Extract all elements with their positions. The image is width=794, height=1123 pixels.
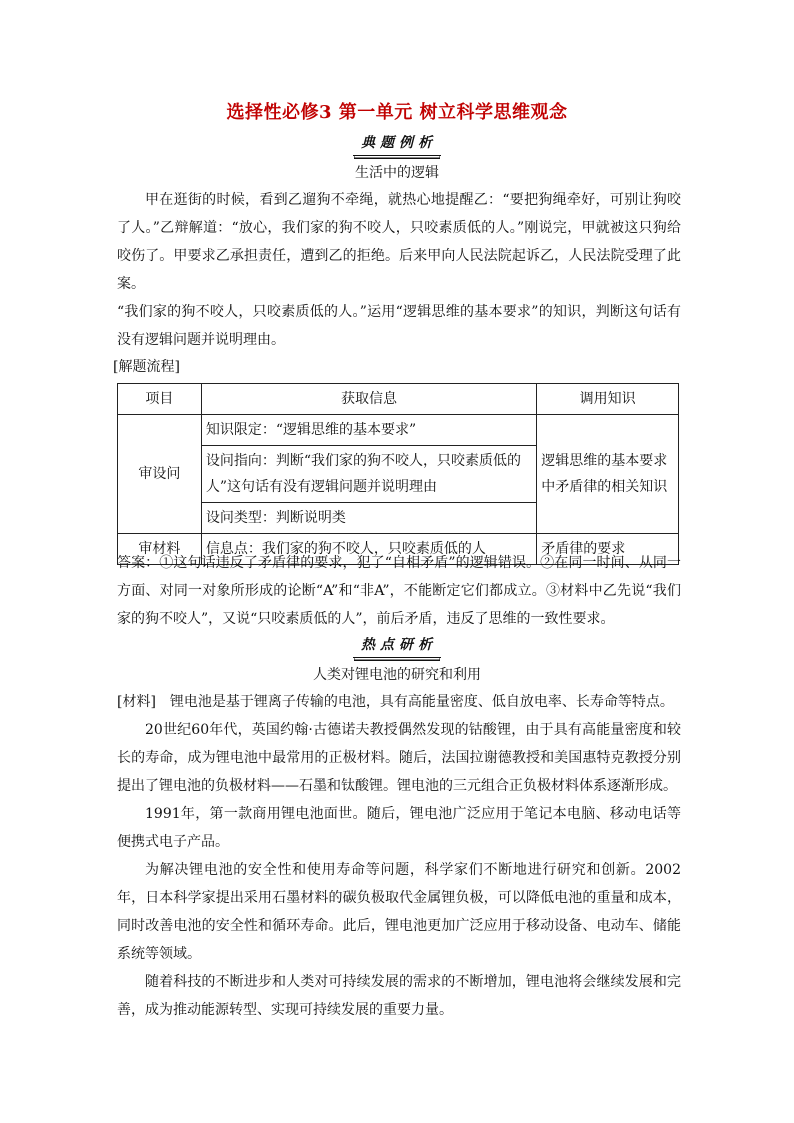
table-cell-info: 设问类型：判断说明类: [201, 503, 536, 534]
answer-paragraph: 答案：①这句话违反了矛盾律的要求，犯了“自相矛盾”的逻辑错误。②在同一时间、从同一方面、对同一对象所形成的论断“A”和“非A”，不能断定它们都成立。③材料中乙先说“我们家的狗不咬人”，又说“只咬素质低的人”，前后矛盾，违反了思维的一致性要求。: [117, 555, 681, 627]
section-label-typical-example: [0, 132, 794, 156]
table-header-row: [118, 384, 679, 415]
section-label-text: 热点研析: [353, 634, 441, 658]
section-subtitle: 人类对锂电池的研究和利用: [313, 667, 481, 683]
table-cell-item: 审材料: [118, 534, 202, 565]
section-label-text: 典题例析: [353, 132, 441, 156]
table-header-cell: 获取信息: [201, 384, 536, 415]
table-cell-knowledge: 矛盾律的要求: [537, 534, 679, 565]
material-paragraph: 20世纪60年代，英国约翰·古德诺夫教授偶然发现的钴酸锂，由于具有高能量密度和较长的寿命，成为锂电池中最常用的正极材料。随后，法国拉谢德教授和美国惠特克教授分别提出了锂电池的负极材料——石墨和钛酸锂。锂电池的三元组合正负极材料体系逐渐形成。: [117, 722, 681, 794]
story-paragraph: 甲在逛街的时候，看到乙遛狗不牵绳，就热心地提醒乙：“要把狗绳牵好，可别让狗咬了人。”乙辩解道：“放心，我们家的狗不咬人，只咬素质低的人。”刚说完，甲就被这只狗给咬伤了。甲要求乙承担责任，遭到乙的拒绝。后来甲向人民法院起诉乙，人民法院受理了此案。: [117, 192, 681, 292]
material-paragraph: 为解决锂电池的安全性和使用寿命等问题，科学家们不断地进行研究和创新。2002年，日本科学家提出采用石墨材料的碳负极取代金属锂负极，可以降低电池的重量和成本，同时改善电池的安全性和循环寿命。此后，锂电池更加广泛应用于移动设备、电动车、储能系统等领域。: [117, 862, 681, 962]
table-header-cell: 项目: [118, 384, 202, 415]
material-paragraph: 1991年，第一款商用锂电池面世。随后，锂电池广泛应用于笔记本电脑、移动电话等便携式电子产品。: [117, 806, 681, 850]
table-cell-info: 信息点：我们家的狗不咬人，只咬素质低的人: [201, 534, 536, 565]
question-paragraph: “我们家的狗不咬人，只咬素质低的人。”运用“逻辑思维的基本要求”的知识，判断这句话有没有逻辑问题并说明理由。: [117, 304, 681, 348]
table-cell-item: 审设问: [118, 415, 202, 534]
table-cell-info: 知识限定：“逻辑思维的基本要求”: [201, 415, 536, 446]
solving-flow-table: [117, 383, 679, 565]
page-title: 选择性必修3 第一单元 树立科学思维观念: [226, 102, 568, 123]
material-paragraph: 随着科技的不断进步和人类对可持续发展的需求的不断增加，锂电池将会继续发展和完善，成为推动能源转型、实现可持续发展的重要力量。: [117, 974, 681, 1018]
table-row: [118, 415, 679, 446]
material-paragraph: [材料] 锂电池是基于锂离子传输的电池，具有高能量密度、低自放电率、长寿命等特点。: [117, 694, 674, 710]
section-label-hot-topic: [0, 634, 794, 658]
table-cell-knowledge: 逻辑思维的基本要求中矛盾律的相关知识: [537, 415, 679, 534]
table-cell-info: 设问指向：判断“我们家的狗不咬人，只咬素质低的人”这句话有没有逻辑问题并说明理由: [201, 446, 536, 503]
section-subtitle: 生活中的逻辑: [355, 165, 439, 181]
table-header-cell: 调用知识: [537, 384, 679, 415]
solving-flow-label: [解题流程]: [113, 359, 180, 375]
